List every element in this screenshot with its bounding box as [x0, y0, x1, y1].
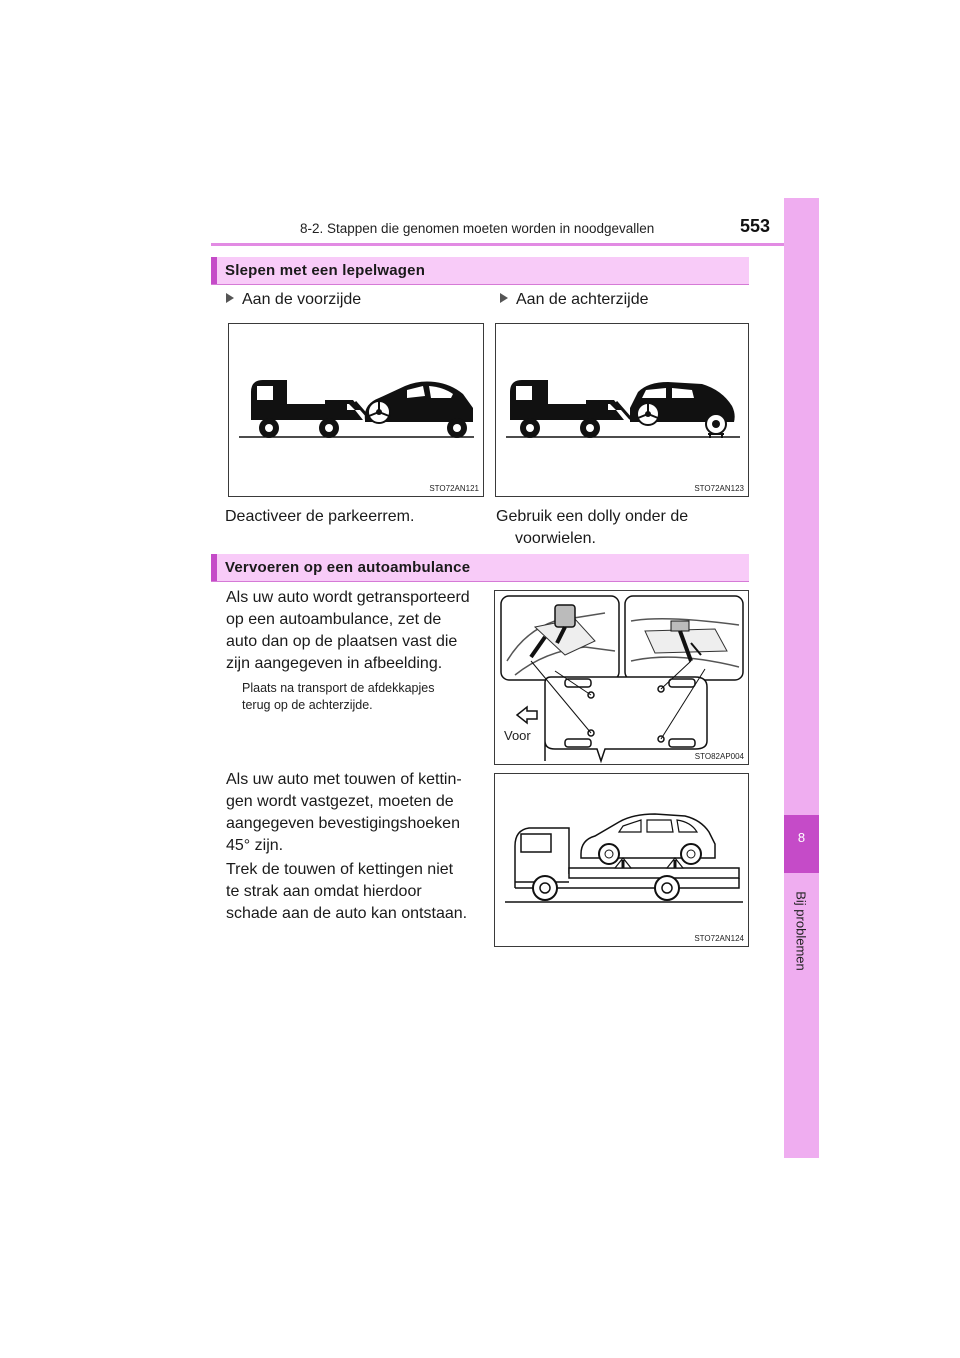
figure-front-tow	[228, 323, 484, 497]
paragraph-line: op een autoambulance, zet de	[226, 611, 442, 628]
chapter-label: Bij problemen	[793, 891, 809, 971]
figure-code: STO72AN121	[429, 484, 479, 493]
paragraph-line: 45° zijn.	[226, 837, 284, 854]
paragraph-carrier-2	[226, 769, 479, 857]
paragraph-line: te strak aan omdat hierdoor	[226, 883, 422, 900]
caption-front: Deactiveer de parkeerrem.	[225, 508, 415, 525]
chapter-side-tab	[784, 198, 819, 1158]
paragraph-line: zijn aangegeven in afbeelding.	[226, 655, 443, 672]
paragraph-line: Als uw auto met touwen of kettin-	[226, 771, 462, 788]
paragraph-line: Als uw auto wordt getransporteerd	[226, 589, 470, 606]
section-accent	[211, 257, 217, 284]
paragraph-carrier-1	[226, 587, 479, 675]
caption-rear-line1: Gebruik een dolly onder de	[496, 508, 689, 525]
figure-code: STO72AN123	[694, 484, 744, 493]
paragraph-line: schade aan de auto kan ontstaan.	[226, 905, 468, 922]
section-heading-carrier	[211, 554, 749, 582]
section-heading-label: Vervoeren op een autoambulance	[225, 559, 471, 576]
triangle-bullet-icon	[500, 293, 508, 303]
triangle-bullet-icon	[226, 293, 234, 303]
paragraph-line: auto dan op de plaatsen vast die	[226, 633, 458, 650]
note-line: Plaats na transport de afdekkapjes	[242, 681, 435, 695]
section-heading-tow	[211, 257, 749, 285]
note-covers	[242, 680, 479, 714]
paragraph-line: aangegeven bevestigingshoeken	[226, 815, 460, 832]
bullet-front	[226, 291, 361, 309]
caption-rear-line2: voorwielen.	[515, 530, 596, 547]
figure-code: STO72AN124	[694, 934, 744, 943]
running-header: 8-2. Stappen die genomen moeten worden in noodgevallen	[300, 221, 655, 236]
figure-car-carrier	[494, 773, 749, 947]
label-front-voor: Voor	[504, 728, 531, 743]
paragraph-carrier-3	[226, 859, 479, 925]
tie-down-points-illustration	[495, 591, 750, 766]
bullet-rear-label: Aan de achterzijde	[516, 291, 649, 308]
section-accent	[211, 554, 217, 581]
figure-rear-tow	[495, 323, 749, 497]
note-line: terug op de achterzijde.	[242, 698, 373, 712]
tow-truck-rear-illustration	[496, 324, 750, 498]
header-rule	[211, 243, 819, 246]
paragraph-line: gen wordt vastgezet, moeten de	[226, 793, 454, 810]
figure-code: STO82AP004	[694, 752, 744, 761]
car-carrier-illustration	[495, 774, 750, 948]
chapter-number: 8	[797, 830, 806, 845]
chapter-label-box	[786, 886, 816, 976]
bullet-rear	[500, 291, 649, 309]
bullet-front-label: Aan de voorzijde	[242, 291, 362, 308]
figure-tie-down-points	[494, 590, 749, 765]
tow-truck-front-illustration	[229, 324, 485, 498]
paragraph-line: Trek de touwen of kettingen niet	[226, 861, 454, 878]
section-heading-label: Slepen met een lepelwagen	[225, 262, 426, 279]
page-number: 553	[740, 216, 771, 236]
